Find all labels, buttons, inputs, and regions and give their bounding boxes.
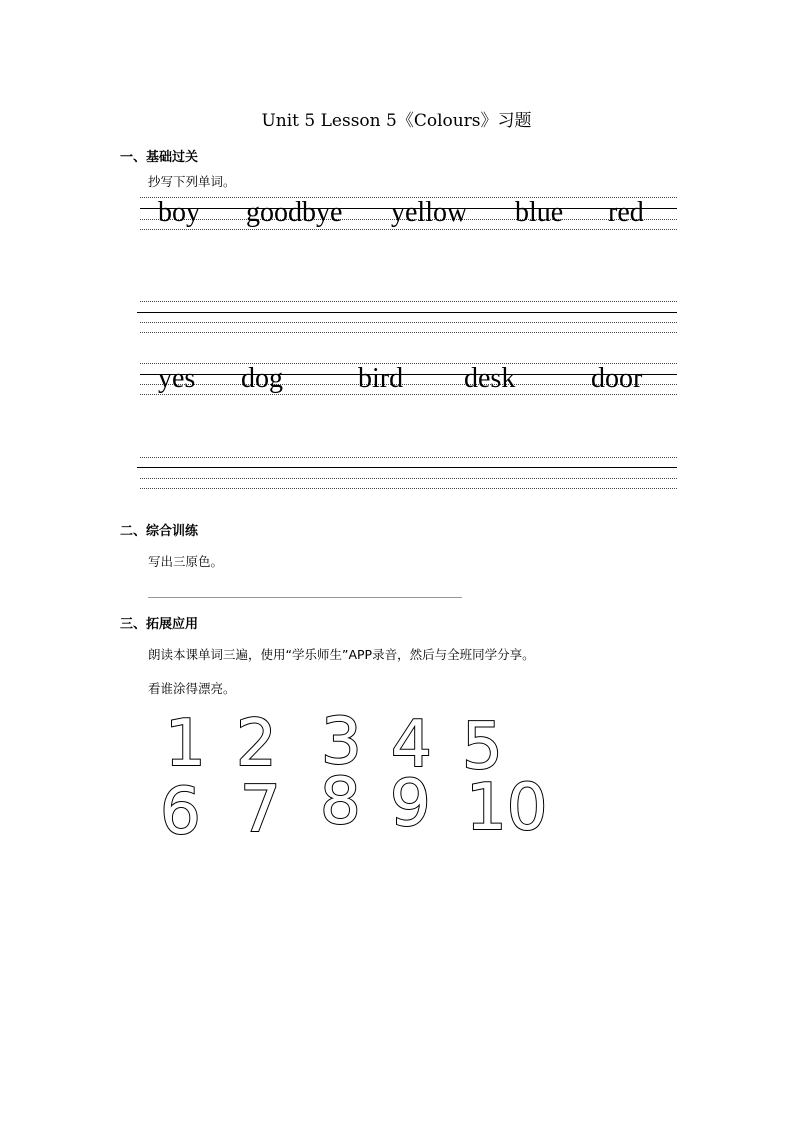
guide-line	[140, 478, 677, 479]
section-1-heading: 一、基础过关	[120, 150, 199, 165]
outlined-number-7: 7	[240, 773, 281, 847]
word-door: door	[591, 363, 643, 394]
guide-line	[137, 467, 677, 468]
section-1-instruction: 抄写下列单词。	[148, 174, 236, 189]
outlined-number-4: 4	[391, 708, 432, 782]
word-yellow: yellow	[391, 197, 468, 228]
word-desk: desk	[464, 363, 516, 394]
guide-line	[140, 229, 677, 230]
section-3-line-2: 看谁涂得漂亮。	[148, 681, 236, 696]
outlined-number-10: 10	[466, 771, 548, 845]
guide-line	[140, 394, 677, 395]
word-dog: dog	[241, 363, 283, 394]
word-goodbye: goodbye	[246, 197, 343, 228]
answer-line[interactable]	[148, 597, 462, 598]
outlined-number-3: 3	[321, 705, 362, 779]
word-boy: boy	[158, 197, 200, 228]
word-bird: bird	[358, 363, 404, 394]
outlined-number-2: 2	[236, 707, 277, 781]
guide-line	[140, 457, 677, 458]
guide-line	[140, 488, 677, 489]
outlined-number-5: 5	[462, 710, 503, 784]
page-title: Unit 5 Lesson 5《Colours》习题	[261, 111, 532, 131]
guide-line	[137, 312, 677, 313]
section-3-line-1: 朗读本课单词三遍，使用“学乐师生”APP录音，然后与全班同学分享。	[148, 647, 535, 662]
guide-line	[140, 301, 677, 302]
outlined-number-1: 1	[165, 707, 206, 781]
section-2-instruction: 写出三原色。	[148, 554, 224, 569]
word-blue: blue	[515, 197, 564, 228]
section-2-heading: 二、综合训练	[120, 524, 199, 539]
outlined-number-8: 8	[320, 765, 361, 839]
section-3-heading: 三、拓展应用	[120, 617, 199, 632]
guide-line	[140, 322, 677, 323]
outlined-number-9: 9	[390, 767, 431, 841]
word-red: red	[608, 197, 644, 228]
outlined-number-6: 6	[160, 775, 201, 849]
guide-line	[140, 332, 677, 333]
word-yes: yes	[158, 363, 196, 394]
